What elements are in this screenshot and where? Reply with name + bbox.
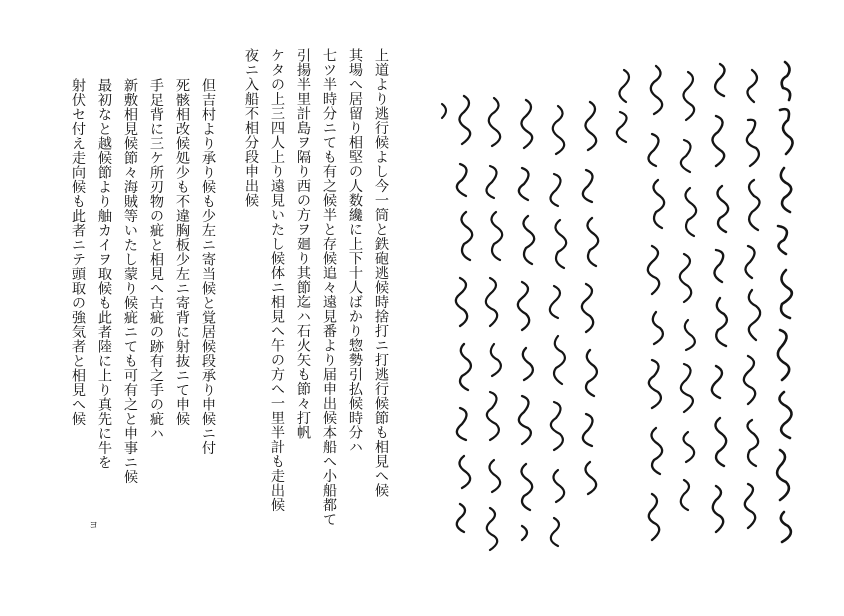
text-column: 手足背に三ケ所刃物の疵と相見へ古疵の跡有之手の疵ハ xyxy=(148,78,164,441)
text-column: 七ツ半時分ニても有之候半と存候追々遠見番より届申出候本船へ小船都て xyxy=(321,48,337,527)
text-column: 新敷相見候節々海賊等いたし蒙り候疵ニても可有之と申事ニ候 xyxy=(122,78,138,484)
ms-column-11 xyxy=(456,96,472,532)
ms-column-4 xyxy=(680,72,696,510)
ms-column-5 xyxy=(648,66,664,540)
transcription-panel xyxy=(0,0,420,616)
ms-column-1 xyxy=(777,62,792,542)
text-column: 上道より逃行候よし今一筒と鉄砲逃候時捨打ニ打逃行候節も相見へ候 xyxy=(373,48,389,498)
manuscript-image xyxy=(440,40,820,600)
text-column: 但吉村より承り候も少左ニ寄当候と覚居候段承り申候ニ付 xyxy=(200,78,216,455)
text-column: 最初なと越候節より舳カイヲ取候も此者陸に上り真先に牛を xyxy=(96,78,112,470)
text-column: 其場へ居留り相堅の人数纔に上下十人ばかり惣勢引払候時分ハ xyxy=(347,48,363,454)
ms-column-3 xyxy=(712,64,728,532)
handwritten-manuscript-drawing xyxy=(440,40,820,600)
ms-column-6 xyxy=(617,70,629,142)
text-column: 夜ニ入船不相分段申出候 xyxy=(243,48,259,208)
ms-column-12 xyxy=(442,104,446,118)
ruby-annotation: ヨ xyxy=(89,521,99,531)
ms-column-8 xyxy=(550,106,566,546)
ms-column-7 xyxy=(582,102,598,494)
ms-column-9 xyxy=(518,100,534,540)
ms-column-10 xyxy=(486,98,502,550)
text-column: 射伏セ付え走向候も此者ニテ頭取の強気者と相見へ候 xyxy=(70,78,86,426)
text-column: ケタの上三四人上り遠見いたし候体ニ相見へ午の方へ一里半計も走出候 xyxy=(269,48,285,512)
text-column: 死骸相改候処少も不違胸板少左ニ寄背に射抜ニて申候 xyxy=(174,78,190,426)
text-column: 引揚半里計島ヲ隔り西の方ヲ廻り其節迄ハ石火矢も節々打帆 xyxy=(295,48,311,440)
ms-column-2 xyxy=(744,70,760,528)
